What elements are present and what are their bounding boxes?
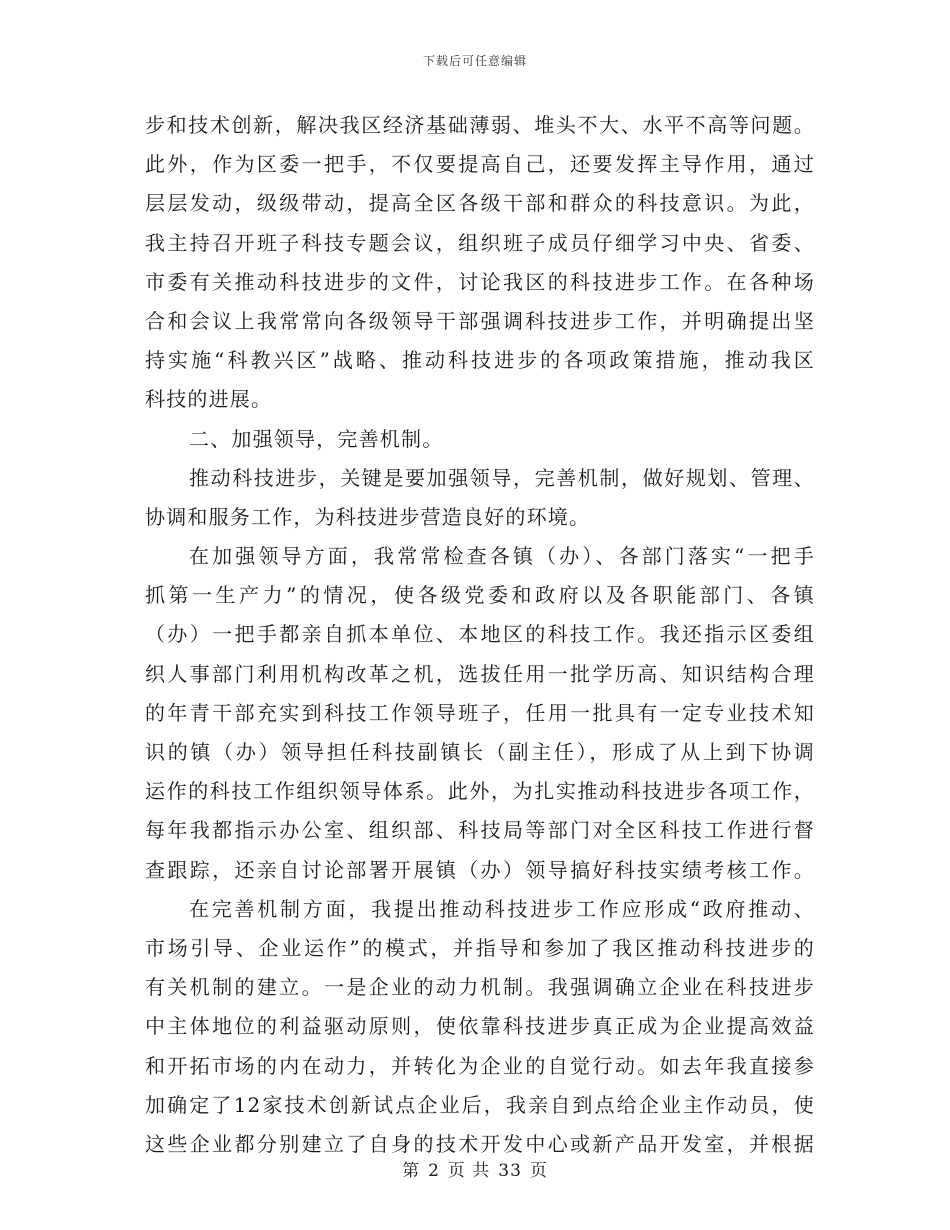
text-line: 这些企业都分别建立了自身的技术开发中心或新产品开发室，并根据 (145, 1131, 815, 1156)
text-line: （办）一把手都亲自抓本单位、本地区的科技工作。我还指示区委组 (145, 622, 815, 647)
footer-suffix: 页 (529, 1161, 548, 1181)
text-line: 查跟踪，还亲自讨论部署开展镇（办）领导搞好科技实绩考核工作。 (145, 857, 815, 882)
page-footer (0, 1156, 950, 1181)
section-heading: 二、加强领导，完善机制。 (189, 426, 444, 451)
paragraph-first-line: 推动科技进步，关键是要加强领导，完善机制，做好规划、管理、 (189, 465, 815, 490)
text-line: 有关机制的建立。一是企业的动力机制。我强调确立企业在科技进步 (145, 975, 815, 1000)
page-header-note: 下载后可任意编辑 (422, 54, 527, 68)
text-line: 合和会议上我常常向各级领导干部强调科技进步工作，并明确提出坚 (145, 308, 815, 333)
text-line: 运作的科技工作组织领导体系。此外，为扎实推动科技进步各项工作， (145, 779, 815, 804)
text-line: 我主持召开班子科技专题会议，组织班子成员仔细学习中央、省委、 (145, 230, 815, 255)
text-line: 步和技术创新，解决我区经济基础薄弱、堆头不大、水平不高等问题。 (145, 113, 815, 137)
text-line: 抓第一生产力”的情况，使各级党委和政府以及各职能部门、各镇 (145, 583, 815, 608)
text-line: 协调和服务工作，为科技进步营造良好的环境。 (145, 504, 591, 529)
footer-middle: 页 共 (447, 1161, 491, 1181)
document-body (145, 106, 815, 1164)
text-line: 和开拓市场的内在动力，并转化为企业的自觉行动。如去年我直接参 (145, 1053, 815, 1078)
text-line: 科技的进展。 (145, 387, 273, 412)
text-line: 织人事部门利用机构改革之机，选拔任用一批学历高、知识结构合理 (145, 661, 815, 686)
total-pages: 33 (498, 1161, 522, 1181)
text-line: 识的镇（办）领导担任科技副镇长（副主任），形成了从上到下协调 (145, 740, 815, 764)
current-page-number: 2 (428, 1161, 440, 1181)
paragraph-first-line: 在完善机制方面，我提出推动科技进步工作应形成“政府推动、 (189, 896, 815, 921)
text-line: 此外，作为区委一把手，不仅要提高自己，还要发挥主导作用，通过 (145, 152, 815, 177)
text-line: 持实施“科教兴区”战略、推动科技进步的各项政策措施，推动我区 (145, 348, 815, 373)
footer-prefix: 第 (402, 1161, 421, 1181)
text-line: 每年我都指示办公室、组织部、科技局等部门对全区科技工作进行督 (145, 818, 815, 843)
text-line: 层层发动，级级带动，提高全区各级干部和群众的科技意识。为此， (145, 191, 815, 216)
paragraph-first-line: 在加强领导方面，我常常检查各镇（办）、各部门落实“一把手 (189, 544, 815, 569)
text-line: 市场引导、企业运作”的模式，并指导和参加了我区推动科技进步的 (145, 935, 815, 960)
text-line: 的年青干部充实到科技工作领导班子，任用一批具有一定专业技术知 (145, 700, 815, 725)
text-line: 中主体地位的利益驱动原则，使依靠科技进步真正成为企业提高效益 (145, 1014, 815, 1039)
text-line: 加确定了12家技术创新试点企业后，我亲自到点给企业主作动员，使 (145, 1092, 815, 1117)
text-line: 市委有关推动科技进步的文件，讨论我区的科技进步工作。在各种场 (145, 269, 815, 294)
